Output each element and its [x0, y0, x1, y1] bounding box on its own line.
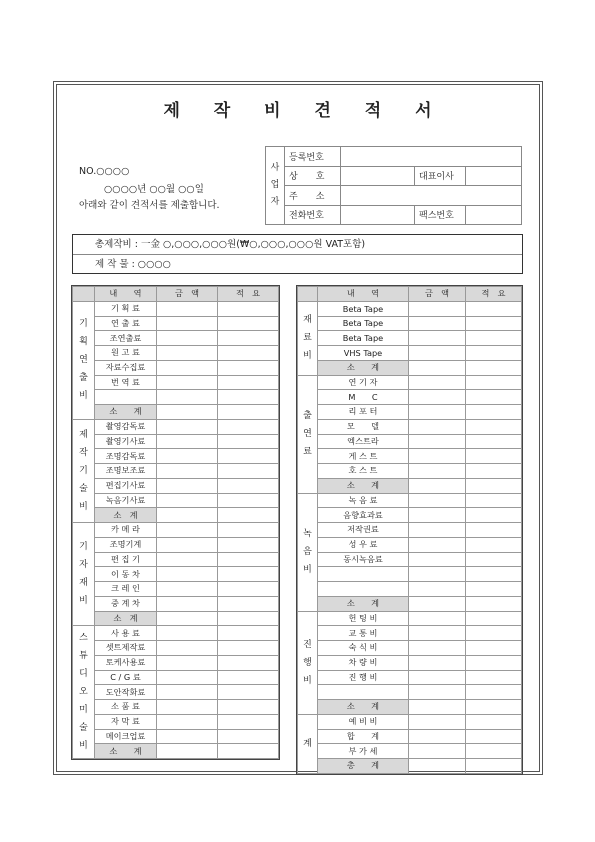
item-label: 편집기사료: [95, 478, 157, 493]
category-label: 기 획 연 출 비: [73, 301, 95, 419]
item-label: Beta Tape: [318, 316, 409, 331]
amount-cell[interactable]: [409, 641, 466, 656]
table-row: [73, 582, 279, 597]
item-label: 헌 팅 비: [318, 611, 409, 626]
amount-cell[interactable]: [409, 316, 466, 331]
note-cell[interactable]: [218, 729, 279, 744]
table-row: [73, 700, 279, 715]
table-row: [298, 523, 522, 538]
subtotal-note-cell[interactable]: [218, 405, 279, 420]
subtotal-row: [73, 508, 279, 523]
item-label: 촬영기사료: [95, 434, 157, 449]
note-cell[interactable]: [218, 360, 279, 375]
subtotal-note-cell[interactable]: [466, 478, 522, 493]
item-label: 토케사용료: [95, 655, 157, 670]
category-label: 녹 음 비: [298, 493, 318, 611]
note-cell[interactable]: [218, 375, 279, 390]
note-cell[interactable]: [218, 493, 279, 508]
left-cost-table: [72, 286, 279, 759]
company-value[interactable]: [341, 166, 415, 186]
subtotal-row: [73, 744, 279, 759]
table-row: [298, 641, 522, 656]
table-row: [298, 508, 522, 523]
item-label: 조명감독료: [95, 449, 157, 464]
amount-cell[interactable]: [157, 655, 218, 670]
table-row: [298, 301, 522, 316]
amount-cell[interactable]: [409, 346, 466, 361]
subtotal-row: [73, 405, 279, 420]
header-amount: 금 액: [409, 287, 466, 302]
subtotal-amount-cell[interactable]: [409, 360, 466, 375]
subtotal-amount-cell[interactable]: [157, 744, 218, 759]
amount-cell[interactable]: [157, 449, 218, 464]
header-item: 내 역: [318, 287, 409, 302]
table-row: [298, 493, 522, 508]
header-item: 내 역: [95, 287, 157, 302]
amount-cell[interactable]: [409, 331, 466, 346]
item-label: 이 동 차: [95, 567, 157, 582]
amount-cell[interactable]: [157, 331, 218, 346]
business-info-table: [265, 146, 522, 225]
category-label: 재 료 비: [298, 301, 318, 375]
amount-cell[interactable]: [157, 419, 218, 434]
subtotal-label: 소 계: [95, 744, 157, 759]
item-label: 호 스 트: [318, 464, 409, 479]
amount-cell[interactable]: [409, 493, 466, 508]
table-row: [73, 596, 279, 611]
item-label: 차 량 비: [318, 655, 409, 670]
item-label: 조연출료: [95, 331, 157, 346]
amount-cell[interactable]: [409, 611, 466, 626]
note-cell[interactable]: [218, 655, 279, 670]
item-label: 동시녹음료: [318, 552, 409, 567]
subtotal-amount-cell[interactable]: [409, 700, 466, 715]
note-cell[interactable]: [218, 700, 279, 715]
subtotal-label: 소 계: [95, 508, 157, 523]
amount-cell[interactable]: [409, 375, 466, 390]
amount-cell[interactable]: [157, 478, 218, 493]
right-cost-table: [297, 286, 522, 774]
item-label: 성 우 료: [318, 537, 409, 552]
note-cell[interactable]: [466, 331, 522, 346]
table-row: [298, 729, 522, 744]
table-row: [298, 670, 522, 685]
subtotal-row: [298, 478, 522, 493]
amount-cell[interactable]: [409, 729, 466, 744]
note-cell[interactable]: [218, 582, 279, 597]
item-label: 조명기계: [95, 537, 157, 552]
item-label: 부 가 세: [318, 744, 409, 759]
item-label: Beta Tape: [318, 301, 409, 316]
header-note: 적 요: [466, 287, 522, 302]
amount-cell[interactable]: [157, 523, 218, 538]
item-label: 저작권료: [318, 523, 409, 538]
note-cell[interactable]: [218, 331, 279, 346]
item-label: 편 집 기: [95, 552, 157, 567]
item-label: 예 비 비: [318, 714, 409, 729]
note-cell[interactable]: [218, 301, 279, 316]
note-cell[interactable]: [466, 405, 522, 420]
category-label: 기 자 재 비: [73, 523, 95, 626]
table-row: [298, 567, 522, 582]
table-row: [298, 331, 522, 346]
table-row: [73, 641, 279, 656]
note-cell[interactable]: [466, 670, 522, 685]
item-label: C / G 료: [95, 670, 157, 685]
table-row: [298, 375, 522, 390]
item-label: M C: [318, 390, 409, 405]
item-label: 숙 식 비: [318, 641, 409, 656]
amount-cell[interactable]: [157, 464, 218, 479]
table-row: [73, 567, 279, 582]
item-label: 사 용 료: [95, 626, 157, 641]
subtotal-note-cell[interactable]: [466, 700, 522, 715]
amount-cell[interactable]: [157, 301, 218, 316]
subtotal-note-cell[interactable]: [218, 744, 279, 759]
note-cell[interactable]: [466, 316, 522, 331]
subtotal-label: 소 계: [95, 611, 157, 626]
table-row: [298, 626, 522, 641]
item-label: 합 계: [318, 729, 409, 744]
table-row: [73, 552, 279, 567]
note-cell[interactable]: [218, 626, 279, 641]
note-cell[interactable]: [218, 537, 279, 552]
subtotal-amount-cell[interactable]: [157, 405, 218, 420]
table-row: [298, 685, 522, 700]
note-cell[interactable]: [466, 567, 522, 582]
amount-cell[interactable]: [157, 346, 218, 361]
note-cell[interactable]: [218, 685, 279, 700]
note-cell[interactable]: [466, 301, 522, 316]
item-label: 연 기 자: [318, 375, 409, 390]
header-note: 적 요: [218, 287, 279, 302]
product-name: 제 작 물 : ○○○○: [73, 254, 522, 273]
subtotal-label: 총 계: [318, 759, 409, 774]
reg-no-label: 등록번호: [285, 147, 341, 167]
category-label: 진 행 비: [298, 611, 318, 714]
amount-cell[interactable]: [157, 700, 218, 715]
amount-cell[interactable]: [409, 464, 466, 479]
note-cell[interactable]: [218, 390, 279, 405]
subtotal-label: 소 계: [318, 360, 409, 375]
amount-cell[interactable]: [157, 596, 218, 611]
item-label: [95, 390, 157, 405]
subtotal-amount-cell[interactable]: [409, 759, 466, 774]
item-label: 음향효과료: [318, 508, 409, 523]
note-cell[interactable]: [466, 582, 522, 597]
amount-cell[interactable]: [409, 301, 466, 316]
amount-cell[interactable]: [157, 685, 218, 700]
item-label: 연 출 료: [95, 316, 157, 331]
table-row: [73, 390, 279, 405]
table-row: [298, 405, 522, 420]
amount-cell[interactable]: [409, 434, 466, 449]
ceo-label: 대표이사: [415, 166, 466, 186]
amount-cell[interactable]: [157, 537, 218, 552]
address-label: 주 소: [285, 186, 341, 206]
item-label: [318, 567, 409, 582]
table-row: [73, 331, 279, 346]
note-cell[interactable]: [466, 508, 522, 523]
table-row: [73, 375, 279, 390]
note-cell[interactable]: [466, 346, 522, 361]
item-label: 기 획 료: [95, 301, 157, 316]
item-label: 조명보조료: [95, 464, 157, 479]
document-number: NO.○○○○: [79, 166, 130, 177]
subtotal-label: 소 계: [318, 478, 409, 493]
total-cost: 총제작비 : 一金 ○,○○○,○○○원(₩○,○○○,○○○원 VAT포함): [95, 239, 366, 250]
category-label: 계: [298, 714, 318, 773]
note-cell[interactable]: [218, 478, 279, 493]
note-cell[interactable]: [466, 493, 522, 508]
table-row: [298, 449, 522, 464]
table-row: [298, 434, 522, 449]
table-row: [298, 582, 522, 597]
table-row: [298, 552, 522, 567]
header-amount: 금 액: [157, 287, 218, 302]
table-row: [73, 537, 279, 552]
item-label: 녹음기사료: [95, 493, 157, 508]
submit-statement: 아래와 같이 견적서를 제출합니다.: [79, 200, 220, 211]
subtotal-note-cell[interactable]: [218, 508, 279, 523]
item-label: 모 델: [318, 419, 409, 434]
amount-cell[interactable]: [157, 552, 218, 567]
note-cell[interactable]: [466, 523, 522, 538]
subtotal-note-cell[interactable]: [218, 611, 279, 626]
table-row: [73, 478, 279, 493]
address-value[interactable]: [341, 186, 522, 206]
note-cell[interactable]: [218, 346, 279, 361]
amount-cell[interactable]: [409, 523, 466, 538]
table-row: [73, 729, 279, 744]
note-cell[interactable]: [466, 419, 522, 434]
table-row: [73, 316, 279, 331]
amount-cell[interactable]: [409, 582, 466, 597]
document-title: 제 작 비 견 적 서: [163, 101, 446, 121]
note-cell[interactable]: [218, 419, 279, 434]
amount-cell[interactable]: [157, 626, 218, 641]
amount-cell[interactable]: [409, 670, 466, 685]
amount-cell[interactable]: [157, 670, 218, 685]
item-label: VHS Tape: [318, 346, 409, 361]
table-row: [298, 390, 522, 405]
item-label: 자료수집료: [95, 360, 157, 375]
amount-cell[interactable]: [157, 714, 218, 729]
subtotal-row: [298, 360, 522, 375]
note-cell[interactable]: [218, 596, 279, 611]
table-row: [298, 744, 522, 759]
amount-cell[interactable]: [409, 537, 466, 552]
table-row: [73, 419, 279, 434]
document-date: ○○○○년 ○○월 ○○일: [104, 184, 204, 195]
item-label: 촬영감독료: [95, 419, 157, 434]
table-row: [73, 626, 279, 641]
item-label: 엑스트라: [318, 434, 409, 449]
note-cell[interactable]: [218, 567, 279, 582]
subtotal-amount-cell[interactable]: [157, 508, 218, 523]
reg-no-value[interactable]: [341, 147, 522, 167]
item-label: 소 품 료: [95, 700, 157, 715]
phone-value[interactable]: [341, 205, 415, 225]
item-label: 도안작화료: [95, 685, 157, 700]
subtotal-label: 소 계: [95, 405, 157, 420]
item-label: 번 역 료: [95, 375, 157, 390]
header-blank: [73, 287, 95, 302]
subtotal-amount-cell[interactable]: [157, 611, 218, 626]
amount-cell[interactable]: [409, 685, 466, 700]
subtotal-row: [298, 700, 522, 715]
table-row: [73, 464, 279, 479]
amount-cell[interactable]: [409, 744, 466, 759]
table-row: [298, 464, 522, 479]
phone-label: 전화번호: [285, 205, 341, 225]
item-label: 카 메 라: [95, 523, 157, 538]
company-label: 상 호: [285, 166, 341, 186]
item-label: 교 통 비: [318, 626, 409, 641]
item-label: 중 계 차: [95, 596, 157, 611]
amount-cell[interactable]: [409, 552, 466, 567]
table-row: [298, 714, 522, 729]
note-cell[interactable]: [466, 655, 522, 670]
table-row: [298, 419, 522, 434]
category-label: 스 튜 디 오 미 술 비: [73, 626, 95, 759]
summary-box: [72, 234, 523, 274]
table-row: [298, 655, 522, 670]
item-label: 자 막 료: [95, 714, 157, 729]
table-row: [298, 346, 522, 361]
item-label: 녹 음 료: [318, 493, 409, 508]
table-row: [298, 537, 522, 552]
subtotal-note-cell[interactable]: [466, 360, 522, 375]
note-cell[interactable]: [218, 670, 279, 685]
table-row: [298, 611, 522, 626]
note-cell[interactable]: [466, 744, 522, 759]
note-cell[interactable]: [466, 390, 522, 405]
note-cell[interactable]: [466, 714, 522, 729]
amount-cell[interactable]: [157, 316, 218, 331]
note-cell[interactable]: [466, 375, 522, 390]
note-cell[interactable]: [466, 626, 522, 641]
table-row: [73, 493, 279, 508]
subtotal-note-cell[interactable]: [466, 596, 522, 611]
item-label: 원 고 료: [95, 346, 157, 361]
amount-cell[interactable]: [409, 567, 466, 582]
table-row: [73, 523, 279, 538]
subtotal-row: [298, 596, 522, 611]
table-row: [73, 670, 279, 685]
business-side-label: 사 업 자: [266, 147, 285, 225]
item-label: 셋트제작료: [95, 641, 157, 656]
amount-cell[interactable]: [157, 434, 218, 449]
table-row: [73, 714, 279, 729]
note-cell[interactable]: [466, 537, 522, 552]
note-cell[interactable]: [466, 552, 522, 567]
amount-cell[interactable]: [409, 626, 466, 641]
subtotal-amount-cell[interactable]: [409, 596, 466, 611]
amount-cell[interactable]: [157, 493, 218, 508]
table-row: [73, 346, 279, 361]
amount-cell[interactable]: [157, 567, 218, 582]
amount-cell[interactable]: [409, 508, 466, 523]
note-cell[interactable]: [218, 523, 279, 538]
amount-cell[interactable]: [157, 729, 218, 744]
table-row: [73, 685, 279, 700]
item-label: [318, 582, 409, 597]
note-cell[interactable]: [218, 641, 279, 656]
table-row: [73, 301, 279, 316]
item-label: 진 행 비: [318, 670, 409, 685]
table-row: [73, 360, 279, 375]
amount-cell[interactable]: [409, 655, 466, 670]
fax-value[interactable]: [466, 205, 522, 225]
note-cell[interactable]: [218, 434, 279, 449]
item-label: 크 레 인: [95, 582, 157, 597]
note-cell[interactable]: [218, 552, 279, 567]
item-label: 메이크업료: [95, 729, 157, 744]
note-cell[interactable]: [466, 729, 522, 744]
subtotal-note-cell[interactable]: [466, 759, 522, 774]
amount-cell[interactable]: [157, 360, 218, 375]
amount-cell[interactable]: [409, 390, 466, 405]
subtotal-label: 소 계: [318, 596, 409, 611]
subtotal-label: 소 계: [318, 700, 409, 715]
note-cell[interactable]: [466, 464, 522, 479]
note-cell[interactable]: [466, 611, 522, 626]
note-cell[interactable]: [466, 434, 522, 449]
category-label: 출 연 료: [298, 375, 318, 493]
table-row: [73, 434, 279, 449]
amount-cell[interactable]: [157, 641, 218, 656]
note-cell[interactable]: [466, 685, 522, 700]
note-cell[interactable]: [466, 641, 522, 656]
note-cell[interactable]: [218, 449, 279, 464]
subtotal-row: [298, 759, 522, 774]
item-label: 리 포 터: [318, 405, 409, 420]
fax-label: 팩스번호: [415, 205, 466, 225]
item-label: 게 스 트: [318, 449, 409, 464]
note-cell[interactable]: [466, 449, 522, 464]
subtotal-amount-cell[interactable]: [409, 478, 466, 493]
item-label: Beta Tape: [318, 331, 409, 346]
ceo-value[interactable]: [466, 166, 522, 186]
amount-cell[interactable]: [157, 390, 218, 405]
subtotal-row: [73, 611, 279, 626]
amount-cell[interactable]: [409, 419, 466, 434]
amount-cell[interactable]: [409, 405, 466, 420]
item-label: [318, 685, 409, 700]
table-row: [298, 316, 522, 331]
category-label: 제 작 기 술 비: [73, 419, 95, 522]
note-cell[interactable]: [218, 714, 279, 729]
table-row: [73, 655, 279, 670]
table-row: [73, 449, 279, 464]
amount-cell[interactable]: [409, 714, 466, 729]
amount-cell[interactable]: [409, 449, 466, 464]
amount-cell[interactable]: [157, 582, 218, 597]
amount-cell[interactable]: [157, 375, 218, 390]
note-cell[interactable]: [218, 316, 279, 331]
header-blank: [298, 287, 318, 302]
note-cell[interactable]: [218, 464, 279, 479]
